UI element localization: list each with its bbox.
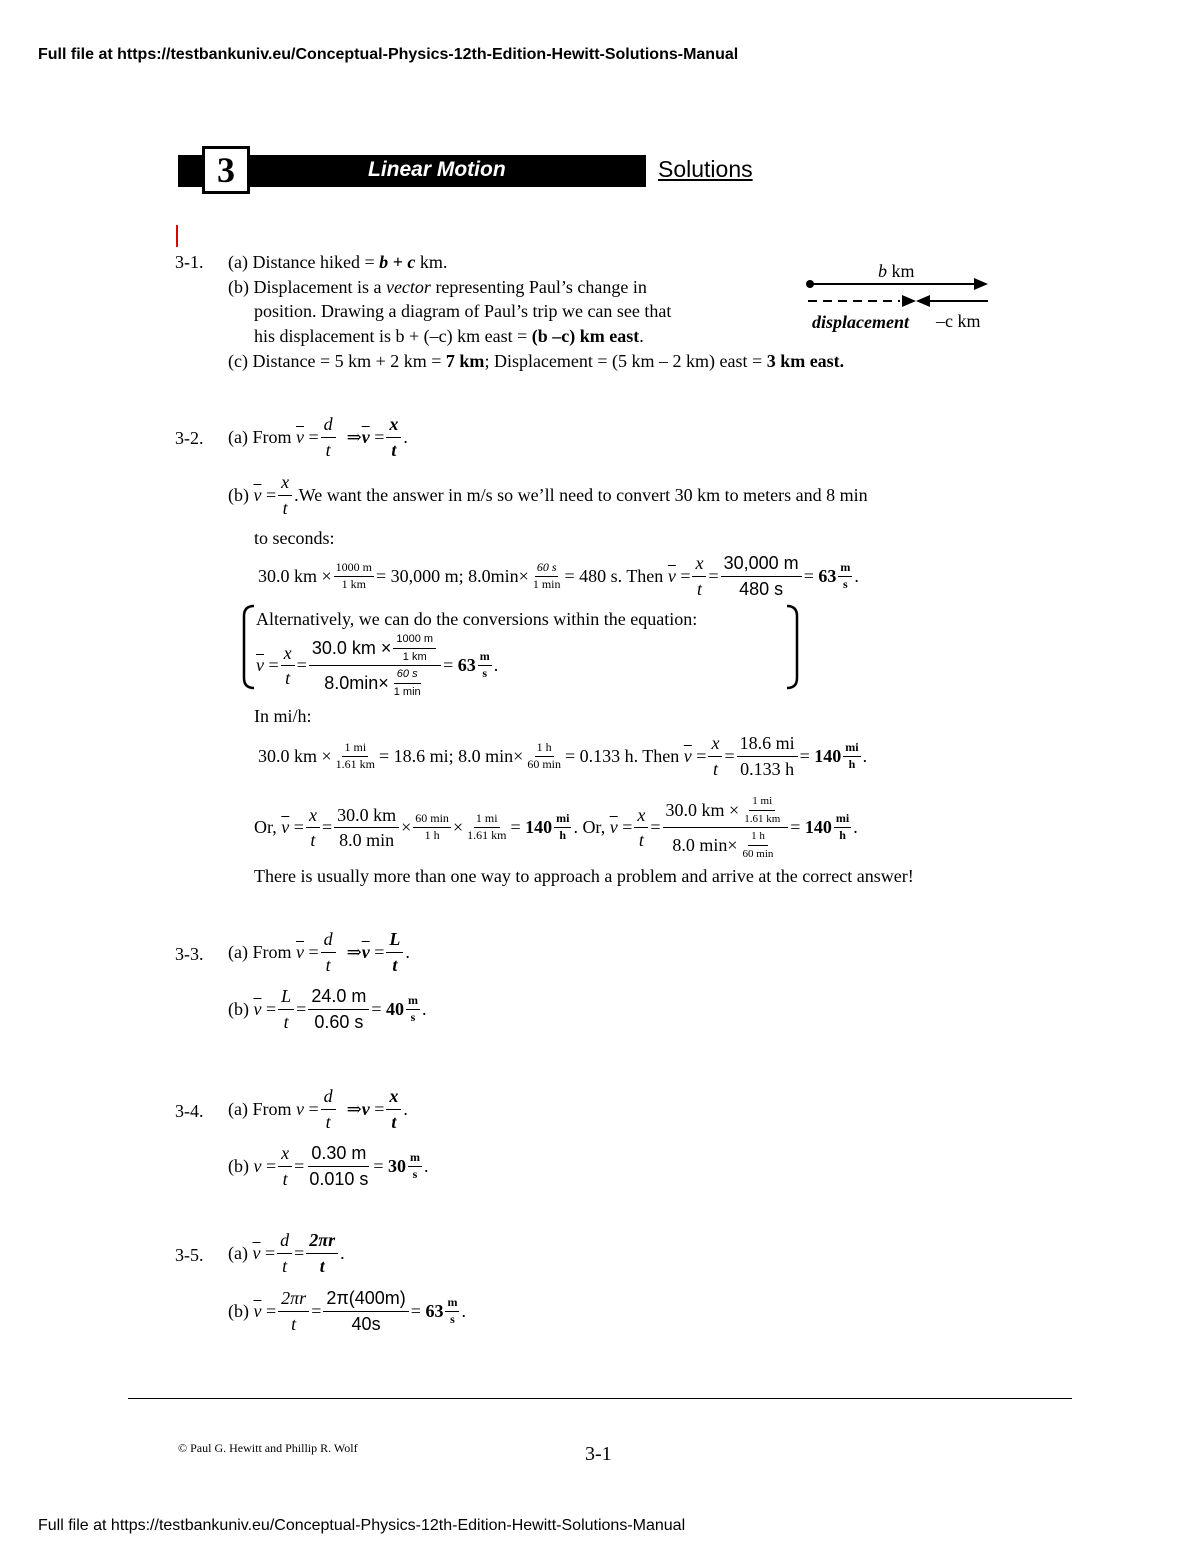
bottom-source-banner: Full file at https://testbankuniv.eu/Conceptual-Physics-12th-Edition-Hewitt-Solutions-Manual: [38, 1517, 686, 1534]
problem-3-1-b-line1: (b) Displacement is a vector representing Paul’s change in: [228, 277, 647, 297]
problem-3-1-number: 3-1.: [175, 252, 204, 272]
problem-3-3-number: 3-3.: [175, 944, 204, 964]
page-number: 3-1: [585, 1443, 612, 1465]
problem-3-2-conversion-ms: 30.0 km × $\frac{1000 m}{1 km}$ = 30,000 m; 8.0min× $\frac{60 s}{1 \min}$ = 480 s. Then $\overline{v}$ = $\frac{x}{t}$ = $\frac{30,000 m}{480 s}$ = 63 $\frac{m}{s}$ .: [258, 553, 859, 599]
problem-3-5-number: 3-5.: [175, 1245, 204, 1265]
problem-3-2-a: (a) From $\overline{v}$ = $\frac{d}{t}$ ⇒ $\overline{v}$ = $\frac{x}{t}$ .: [228, 414, 408, 460]
problem-3-2-conversion-mih: 30.0 km × $\frac{1 mi}{1.61 km}$ = 18.6 mi; 8.0 min× $\frac{1 h}{60 \min}$ = 0.133 h. Then $\overline{v}$ = $\frac{x}{t}$ = $\frac{18.6 mi}{0.133 h}$ = 140 $\frac{mi}{h}$ .: [258, 733, 868, 779]
problem-3-2-number: 3-2.: [175, 428, 204, 448]
top-source-banner: Full file at https://testbankuniv.eu/Conceptual-Physics-12th-Edition-Hewitt-Solutions-Manual: [38, 46, 739, 63]
diagram-label-b: b km: [878, 261, 915, 281]
problem-3-1-b-line3: his displacement is b + (–c) km east = (b –c) km east.: [254, 326, 644, 346]
chapter-number-box: 3: [202, 146, 250, 194]
problem-3-2-b: (b) $\overline{v}$ = $\frac{x}{t}$ . We want the answer in m/s so we’ll need to convert 30 km to meters and 8 min: [228, 472, 868, 518]
problem-3-2-mih-label: In mi/h:: [254, 706, 312, 726]
problem-3-1-b-line2: position. Drawing a diagram of Paul’s trip we can see that: [254, 301, 672, 321]
problem-3-2-alternative-text: Alternatively, we can do the conversions within the equation:: [256, 609, 698, 629]
problem-3-3-a: (a) From $\overline{v}$ = $\frac{d}{t}$ ⇒ $\overline{v}$ = $\frac{L}{t}$ .: [228, 929, 410, 975]
problem-3-2-alternative-equation: $\overline{v}$ = $\frac{x}{t}$ = 30.0 km × $\frac{1000 m}{1 km}$ 8.0min× $\frac{60 s}{1 \min}$ = 63 $\frac{m}{s}$ .: [256, 633, 499, 698]
diagram-label-displacement: displacement: [812, 312, 909, 332]
problem-3-5-a: (a) $\overline{v}$ = $\frac{d}{t}$ = $\frac{2\pi r}{t}$ .: [228, 1230, 345, 1276]
problem-3-2-b-line2: to seconds:: [254, 528, 335, 548]
section-title: Solutions: [658, 156, 753, 182]
problem-3-5-b: (b) $\overline{v}$ = $\frac{2\pi r}{t}$ = $\frac{2\pi(400m)}{40s}$ = 63 $\frac{m}{s}$ .: [228, 1288, 466, 1334]
problem-3-4-number: 3-4.: [175, 1101, 204, 1121]
problem-3-4-a: (a) From v = $\frac{d}{t}$ ⇒ v = $\frac{x}{t}$ .: [228, 1086, 408, 1132]
footer-rule: [128, 1398, 1072, 1399]
problem-3-3-b: (b) $\overline{v}$ = $\frac{L}{t}$ = $\frac{24.0 m}{0.60 s}$ = 40 $\frac{m}{s}$ .: [228, 986, 427, 1032]
problem-3-1-a: (a) Distance hiked = b + c km.: [228, 252, 448, 272]
problem-3-2-closing: There is usually more than one way to approach a problem and arrive at the correct answer!: [254, 866, 914, 886]
chapter-title: Linear Motion: [368, 158, 506, 181]
diagram-label-c: –c km: [936, 311, 981, 331]
copyright-notice: © Paul G. Hewitt and Phillip R. Wolf: [178, 1441, 358, 1455]
text-cursor: [176, 225, 178, 247]
problem-3-4-b: (b) v = $\frac{x}{t}$ = $\frac{0.30 m}{0.010 s}$ = 30 $\frac{m}{s}$ .: [228, 1143, 429, 1189]
problem-3-1-c: (c) Distance = 5 km + 2 km = 7 km; Displacement = (5 km – 2 km) east = 3 km east.: [228, 351, 845, 371]
problem-3-2-alternatives-mih: Or, $\overline{v}$ = $\frac{x}{t}$ = $\frac{30.0 km}{8.0 \min}$ × $\frac{60 \min}{1 h}$ × $\frac{1 mi}{1.61 km}$ = 140 $\frac{mi}{h}$ . Or, $\overline{v}$ = $\frac{x}{t}$ = 30.0 km × $\frac{1 mi}{1.61 km}$ 8.0 min× $\frac{1 h}{60 \min}$ = 140 $\frac{mi}{h}$ .: [254, 795, 858, 860]
